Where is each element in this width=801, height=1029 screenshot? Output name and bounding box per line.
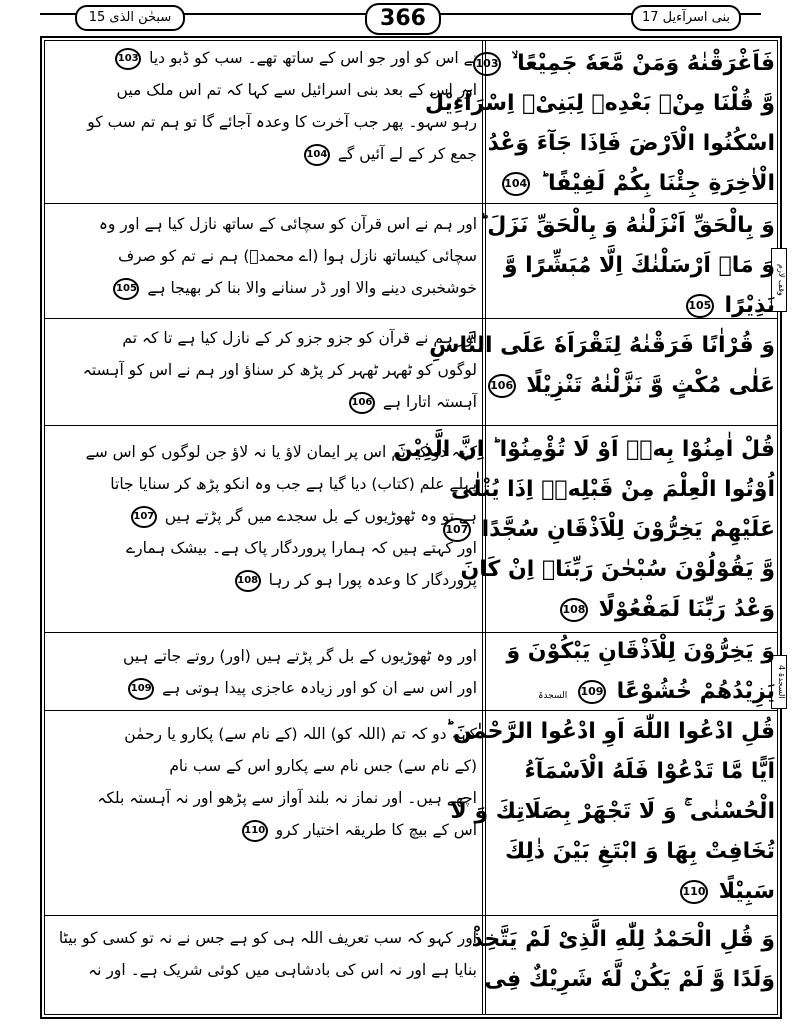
- urdu-line: اور اس سے ان کو اور زیادہ عاجزی پیدا ہوتی ہے: [162, 679, 477, 697]
- urdu-translation-107-108: [52, 436, 477, 596]
- header-left-label: سبحٰن الذی 15: [75, 5, 185, 31]
- urdu-line: نے اس کو اور جو اس کے ساتھ تھے۔ سب کو ڈبو دیا: [149, 49, 477, 67]
- arabic-line: الْاٰخِرَةِ جِئْنَا بِكُمْ لَفِیْفًا ؕ: [540, 171, 775, 196]
- urdu-line: پروردگار کا وعدہ پورا ہو کر رہا: [268, 571, 477, 589]
- urdu-line: آہستہ اتارا ہے: [382, 393, 477, 411]
- urdu-line: اور اس کے بعد بنی اسرائیل سے کہا کہ تم اس ملک میں: [116, 81, 477, 99]
- verse-number-icon: 105: [113, 278, 139, 300]
- arabic-line: عَلَیْهِمْ یَخِرُّوْنَ لِلْاَذْقَانِ سُجَّدًا: [481, 517, 775, 542]
- arabic-line: عَلٰى مُكْثٍ وَّ نَزَّلْنٰهُ تَنْزِیْلًا: [526, 373, 775, 398]
- section-divider: [44, 915, 778, 916]
- arabic-verse-106: [429, 326, 775, 406]
- sajdah-label: السجدۃ: [538, 691, 568, 701]
- arabic-line: الْحُسْنٰى ۚ وَ لَا تَجْهَرْ بِصَلَاتِكَ وَ لَا: [450, 799, 775, 824]
- waqf-lazim-mark: وقف لازم: [771, 248, 787, 312]
- verse-number-icon: 105: [686, 294, 714, 318]
- arabic-verse-109: [490, 632, 775, 716]
- arabic-verse-105: [479, 206, 775, 326]
- verse-number-icon: 106: [349, 392, 375, 414]
- verse-number-icon: 108: [560, 598, 588, 622]
- arabic-line: سَبِیْلًا: [718, 879, 775, 904]
- arabic-line: وَعْدُ رَبِّنَا لَمَفْعُوْلًا: [598, 597, 775, 622]
- urdu-line: ہے تو وہ ٹھوڑیوں کے بل سجدے میں گر پڑتے ہیں: [164, 507, 477, 525]
- arabic-line: وَّ یَقُوْلُوْنَ سُبْحٰنَ رَبِّنَاۤ اِنْ كَانَ: [460, 557, 775, 582]
- arabic-verses-103-104: [424, 44, 775, 204]
- urdu-line: خوشخبری دینے والا اور ڈر سنانے والا بنا کر بھیجا ہے: [147, 279, 477, 297]
- urdu-line: رہو سہو۔ پھر جب آخرت کا وعدہ آجائے گا تو ہم تم سب کو: [87, 113, 477, 131]
- urdu-translation-105: [52, 208, 477, 304]
- verse-number-icon: 106: [488, 374, 516, 398]
- verse-number-icon: 103: [115, 48, 141, 70]
- urdu-line: کہہ دو کہ تم اس پر ایمان لاؤ یا نہ لاؤ جن لوگوں کو اس سے: [85, 443, 477, 461]
- verse-number-icon: 107: [131, 506, 157, 528]
- header-right-label: بنی اسرآءیل 17: [631, 5, 741, 31]
- verse-number-icon: 103: [473, 52, 501, 76]
- urdu-line: اور وہ ٹھوڑیوں کے بل گر پڑتے ہیں (اور) روتے جاتے ہیں: [123, 647, 477, 665]
- arabic-line: وَ قُلِ الْحَمْدُ لِلّٰهِ الَّذِیْ لَمْ یَتَّخِذْ: [471, 927, 775, 952]
- urdu-line: بنایا ہے اور نہ اس کی بادشاہی میں کوئی شریک ہے۔ اور نہ: [88, 961, 477, 979]
- urdu-line: اچھے ہیں۔ اور نماز نہ بلند آواز سے پڑھو اور نہ آہستہ بلکہ: [97, 789, 477, 807]
- urdu-line: اس کے بیچ کا طریقہ اختیار کرو: [275, 821, 477, 839]
- page-number: 366: [365, 3, 441, 35]
- arabic-line: وَّ قُلْنَا مِنْۢ بَعْدِهٖ لِبَنِیْۤ اِسْرَآءِیْلَ: [424, 91, 775, 116]
- urdu-line: اور کہو کہ سب تعریف اللہ ہی کو ہے جس نے نہ تو کسی کو بیٹا: [58, 929, 477, 947]
- verse-number-icon: 108: [235, 570, 261, 592]
- sajdah-mark: السجدۃ 4: [771, 655, 787, 709]
- arabic-line: تُخَافِتْ بِهَا وَ ابْتَغِ بَیْنَ ذٰلِكَ: [505, 839, 775, 864]
- arabic-line: وَلَدًا وَّ لَمْ یَكُنْ لَّهٗ شَرِیْكٌ فِی: [484, 967, 775, 992]
- verse-number-icon: 109: [578, 680, 606, 704]
- urdu-line: (کے نام سے) جس نام سے پکارو اس کے سب نام: [169, 757, 477, 775]
- arabic-line: نَذِیْرًا: [724, 293, 775, 318]
- arabic-line: اَیًّا مَّا تَدْعُوْا فَلَهُ الْاَسْمَآءُ: [524, 759, 775, 784]
- arabic-verse-110: [445, 712, 775, 912]
- urdu-line: اور ہم نے اس قرآن کو سچائی کے ساتھ نازل کیا ہے اور وہ: [98, 215, 477, 233]
- arabic-line: قُلِ ادْعُوا اللّٰهَ اَوِ ادْعُوا الرَّحْمٰنَ ؕ: [445, 719, 775, 744]
- urdu-translation-111: [52, 922, 477, 986]
- verse-number-icon: 110: [242, 820, 268, 842]
- urdu-translation-109: [52, 640, 477, 704]
- arabic-verses-107-108: [393, 430, 775, 630]
- urdu-translation-110: [52, 718, 477, 846]
- urdu-translation-106: [52, 322, 477, 418]
- arabic-line: قُلْ اٰمِنُوْا بِهٖۤ اَوْ لَا تُؤْمِنُوْا ؕ اِنَّ الَّذِیْنَ: [393, 437, 775, 462]
- arabic-line: وَ یَخِرُّوْنَ لِلْاَذْقَانِ یَبْكُوْنَ وَ: [506, 639, 775, 664]
- arabic-line: اُوْتُوا الْعِلْمَ مِنْ قَبْلِهٖۤ اِذَا یُتْلٰى: [451, 477, 775, 502]
- verse-number-icon: 104: [304, 144, 330, 166]
- arabic-line: فَاَغْرَقْنٰهُ وَمَنْ مَّعَهٗ جَمِیْعًا ۙ: [511, 51, 775, 76]
- urdu-line: پہلے علم (کتاب) دیا گیا ہے جب وہ انکو پڑھ کر سنایا جاتا: [110, 475, 477, 493]
- arabic-verse-111: [471, 920, 775, 1000]
- urdu-line: اور کہتے ہیں کہ ہمارا پروردگار پاک ہے۔ بیشک ہمارے: [126, 539, 477, 557]
- urdu-line: لوگوں کو ٹھہر ٹھہر کر پڑھ کر سناؤ اور ہم نے اس کو آہستہ: [82, 361, 477, 379]
- section-divider: [44, 425, 778, 426]
- urdu-line: سچائی کیساتھ نازل ہوا (اے محمدؐ) ہم نے تم کو صرف: [118, 247, 477, 265]
- arabic-line: یَزِیْدُهُمْ خُشُوْعًا: [616, 679, 775, 704]
- arabic-line: وَ قُرْاٰنًا فَرَقْنٰهُ لِتَقْرَاَهٗ عَلَى النَّاسِ: [429, 333, 775, 358]
- arabic-line: وَ مَاۤ اَرْسَلْنٰكَ اِلَّا مُبَشِّرًا وَّ: [503, 253, 775, 278]
- arabic-line: وَ بِالْحَقِّ اَنْزَلْنٰهُ وَ بِالْحَقِّ نَزَلَ ؕ: [479, 213, 775, 238]
- urdu-line: جمع کر کے لے آئیں گے: [337, 145, 477, 163]
- urdu-translation-103-104: [52, 42, 477, 170]
- urdu-line: اور ہم نے قرآن کو جزو جزو کر کے نازل کیا ہے تا کہ تم: [122, 329, 477, 347]
- verse-number-icon: 110: [680, 880, 708, 904]
- arabic-line: اسْكُنُوا الْاَرْضَ فَاِذَا جَآءَ وَعْدُ: [487, 131, 775, 156]
- verse-number-icon: 104: [502, 172, 530, 196]
- verse-number-icon: 107: [443, 518, 471, 542]
- urdu-line: کہہ دو کہ تم (اللہ کو) اللہ (کے نام سے) پکارو یا رحمٰن: [124, 725, 477, 743]
- verse-number-icon: 109: [128, 678, 154, 700]
